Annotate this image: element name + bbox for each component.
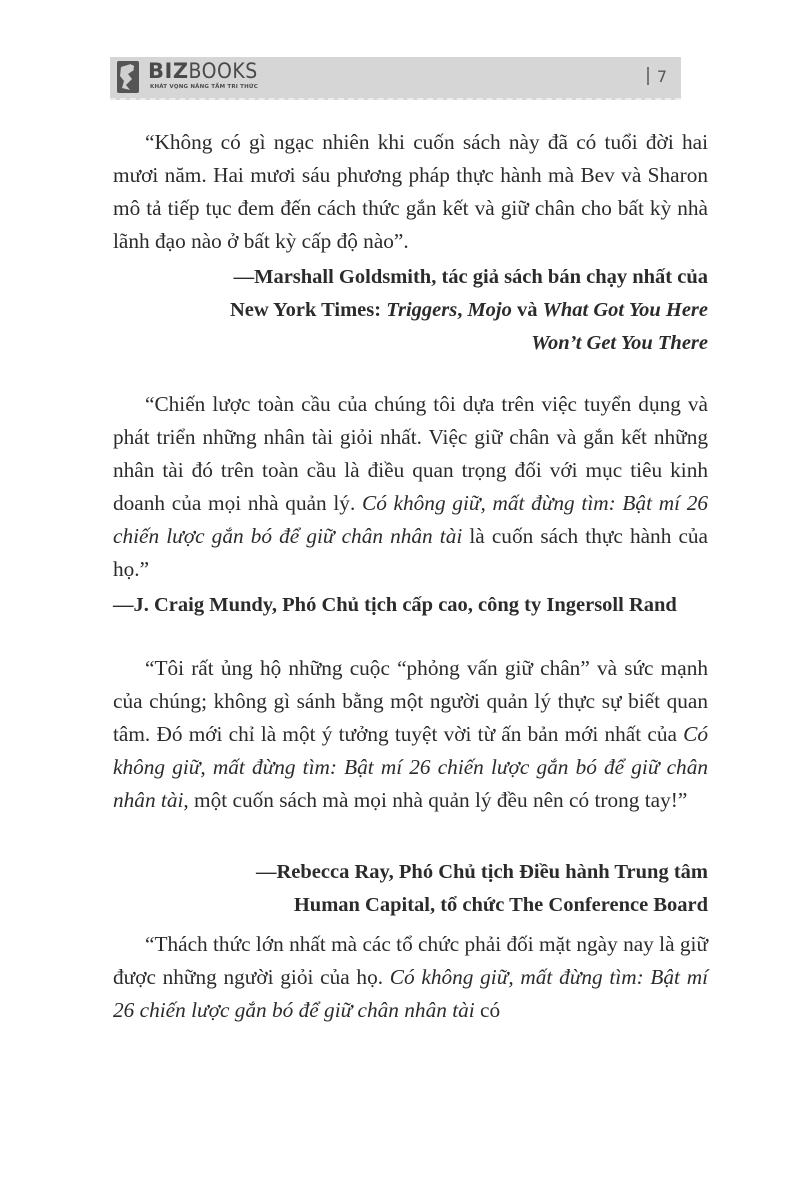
page-number: [647, 67, 667, 86]
brand-tagline: KHÁT VỌNG NÂNG TẦM TRI THỨC: [150, 84, 258, 90]
book-title: Won’t Get You There: [531, 332, 708, 354]
brand-light: BOOKS: [188, 59, 258, 83]
book-title: What Got You Here: [542, 299, 708, 321]
page-number-value: 7: [656, 67, 667, 86]
bizbooks-logo-icon: [117, 61, 139, 93]
book-title: Có không giữ, mất đừng tìm: Bật mí 26 chiến lược gắn bó để giữ chân nhân tài: [113, 491, 708, 548]
separator: và: [511, 299, 543, 321]
quote-text: , một cuốn sách mà mọi nhà quản lý đều nên có trong tay!”: [183, 788, 688, 812]
quote-2: [113, 388, 708, 586]
quote-2-text: [113, 388, 708, 586]
quote-3-text: [113, 652, 708, 817]
quote-text: là cuốn sách thực hành của họ.”: [113, 524, 709, 581]
attribution-line: —Rebecca Ray, Phó Chủ tịch Điều hành Trung tâm: [256, 861, 708, 883]
quote-3-attribution: [113, 856, 708, 922]
book-title: Mojo: [467, 299, 512, 321]
quote-4-text: [113, 928, 708, 1027]
attribution-text: New York Times:: [229, 299, 387, 321]
brand-name: [148, 60, 258, 82]
quote-text: “Tôi rất ủng hộ những cuộc “phỏng vấn giữ chân” và sức mạnh của chúng; không gì sánh bằng một người quản lý thực sự biết quan tâm. Đó mới chỉ là một ý tưởng tuyệt vời từ ấn bản mới nhất của: [113, 656, 708, 746]
quote-1-attribution: [113, 261, 708, 360]
attribution-line: Human Capital, tổ chức The Conference Board: [293, 894, 708, 916]
attribution-line: —Marshall Goldsmith, tác giả sách bán chạy nhất của: [233, 266, 708, 288]
book-title: Triggers: [386, 299, 458, 321]
page-number-divider: [647, 67, 649, 85]
book-title: Có không giữ, mất đừng tìm: Bật mí 26 chiến lược gắn bó để giữ chân nhân tài: [113, 965, 709, 1022]
quote-text: “Chiến lược toàn cầu của chúng tôi dựa trên việc tuyển dụng và phát triển những nhân tài giỏi nhất. Việc giữ chân và gắn kết những nhân tài đó trên toàn cầu là điều quan trọng đối với mục tiêu kinh doanh của mọi nhà quản lý.: [113, 392, 708, 515]
attribution-line: [113, 294, 708, 327]
brand-bold: BIZ: [148, 59, 189, 83]
book-title: Có không giữ, mất đừng tìm: Bật mí 26 chiến lược gắn bó để giữ chân nhân tài: [113, 722, 708, 812]
quote-3: [113, 652, 708, 817]
quote-1-text: “Không có gì ngạc nhiên khi cuốn sách này đã có tuổi đời hai mươi năm. Hai mươi sáu phương pháp thực hành mà Bev và Sharon mô tả tiếp tục đem đến cách thức gắn kết và giữ chân cho bất kỳ nhà lãnh đạo nào ở bất kỳ cấp độ nào”.: [113, 130, 708, 253]
quote-text: có: [474, 998, 501, 1022]
attribution-line: [113, 327, 708, 360]
separator: ,: [457, 299, 468, 321]
quote-4: [113, 928, 708, 1027]
page-header: [110, 57, 681, 100]
quote-1: [113, 126, 708, 258]
quote-text: “Thách thức lớn nhất mà các tổ chức phải đối mặt ngày nay là giữ được những người giỏi của họ.: [113, 932, 708, 989]
quote-2-attribution: —J. Craig Mundy, Phó Chủ tịch cấp cao, công ty Ingersoll Rand: [113, 594, 677, 616]
